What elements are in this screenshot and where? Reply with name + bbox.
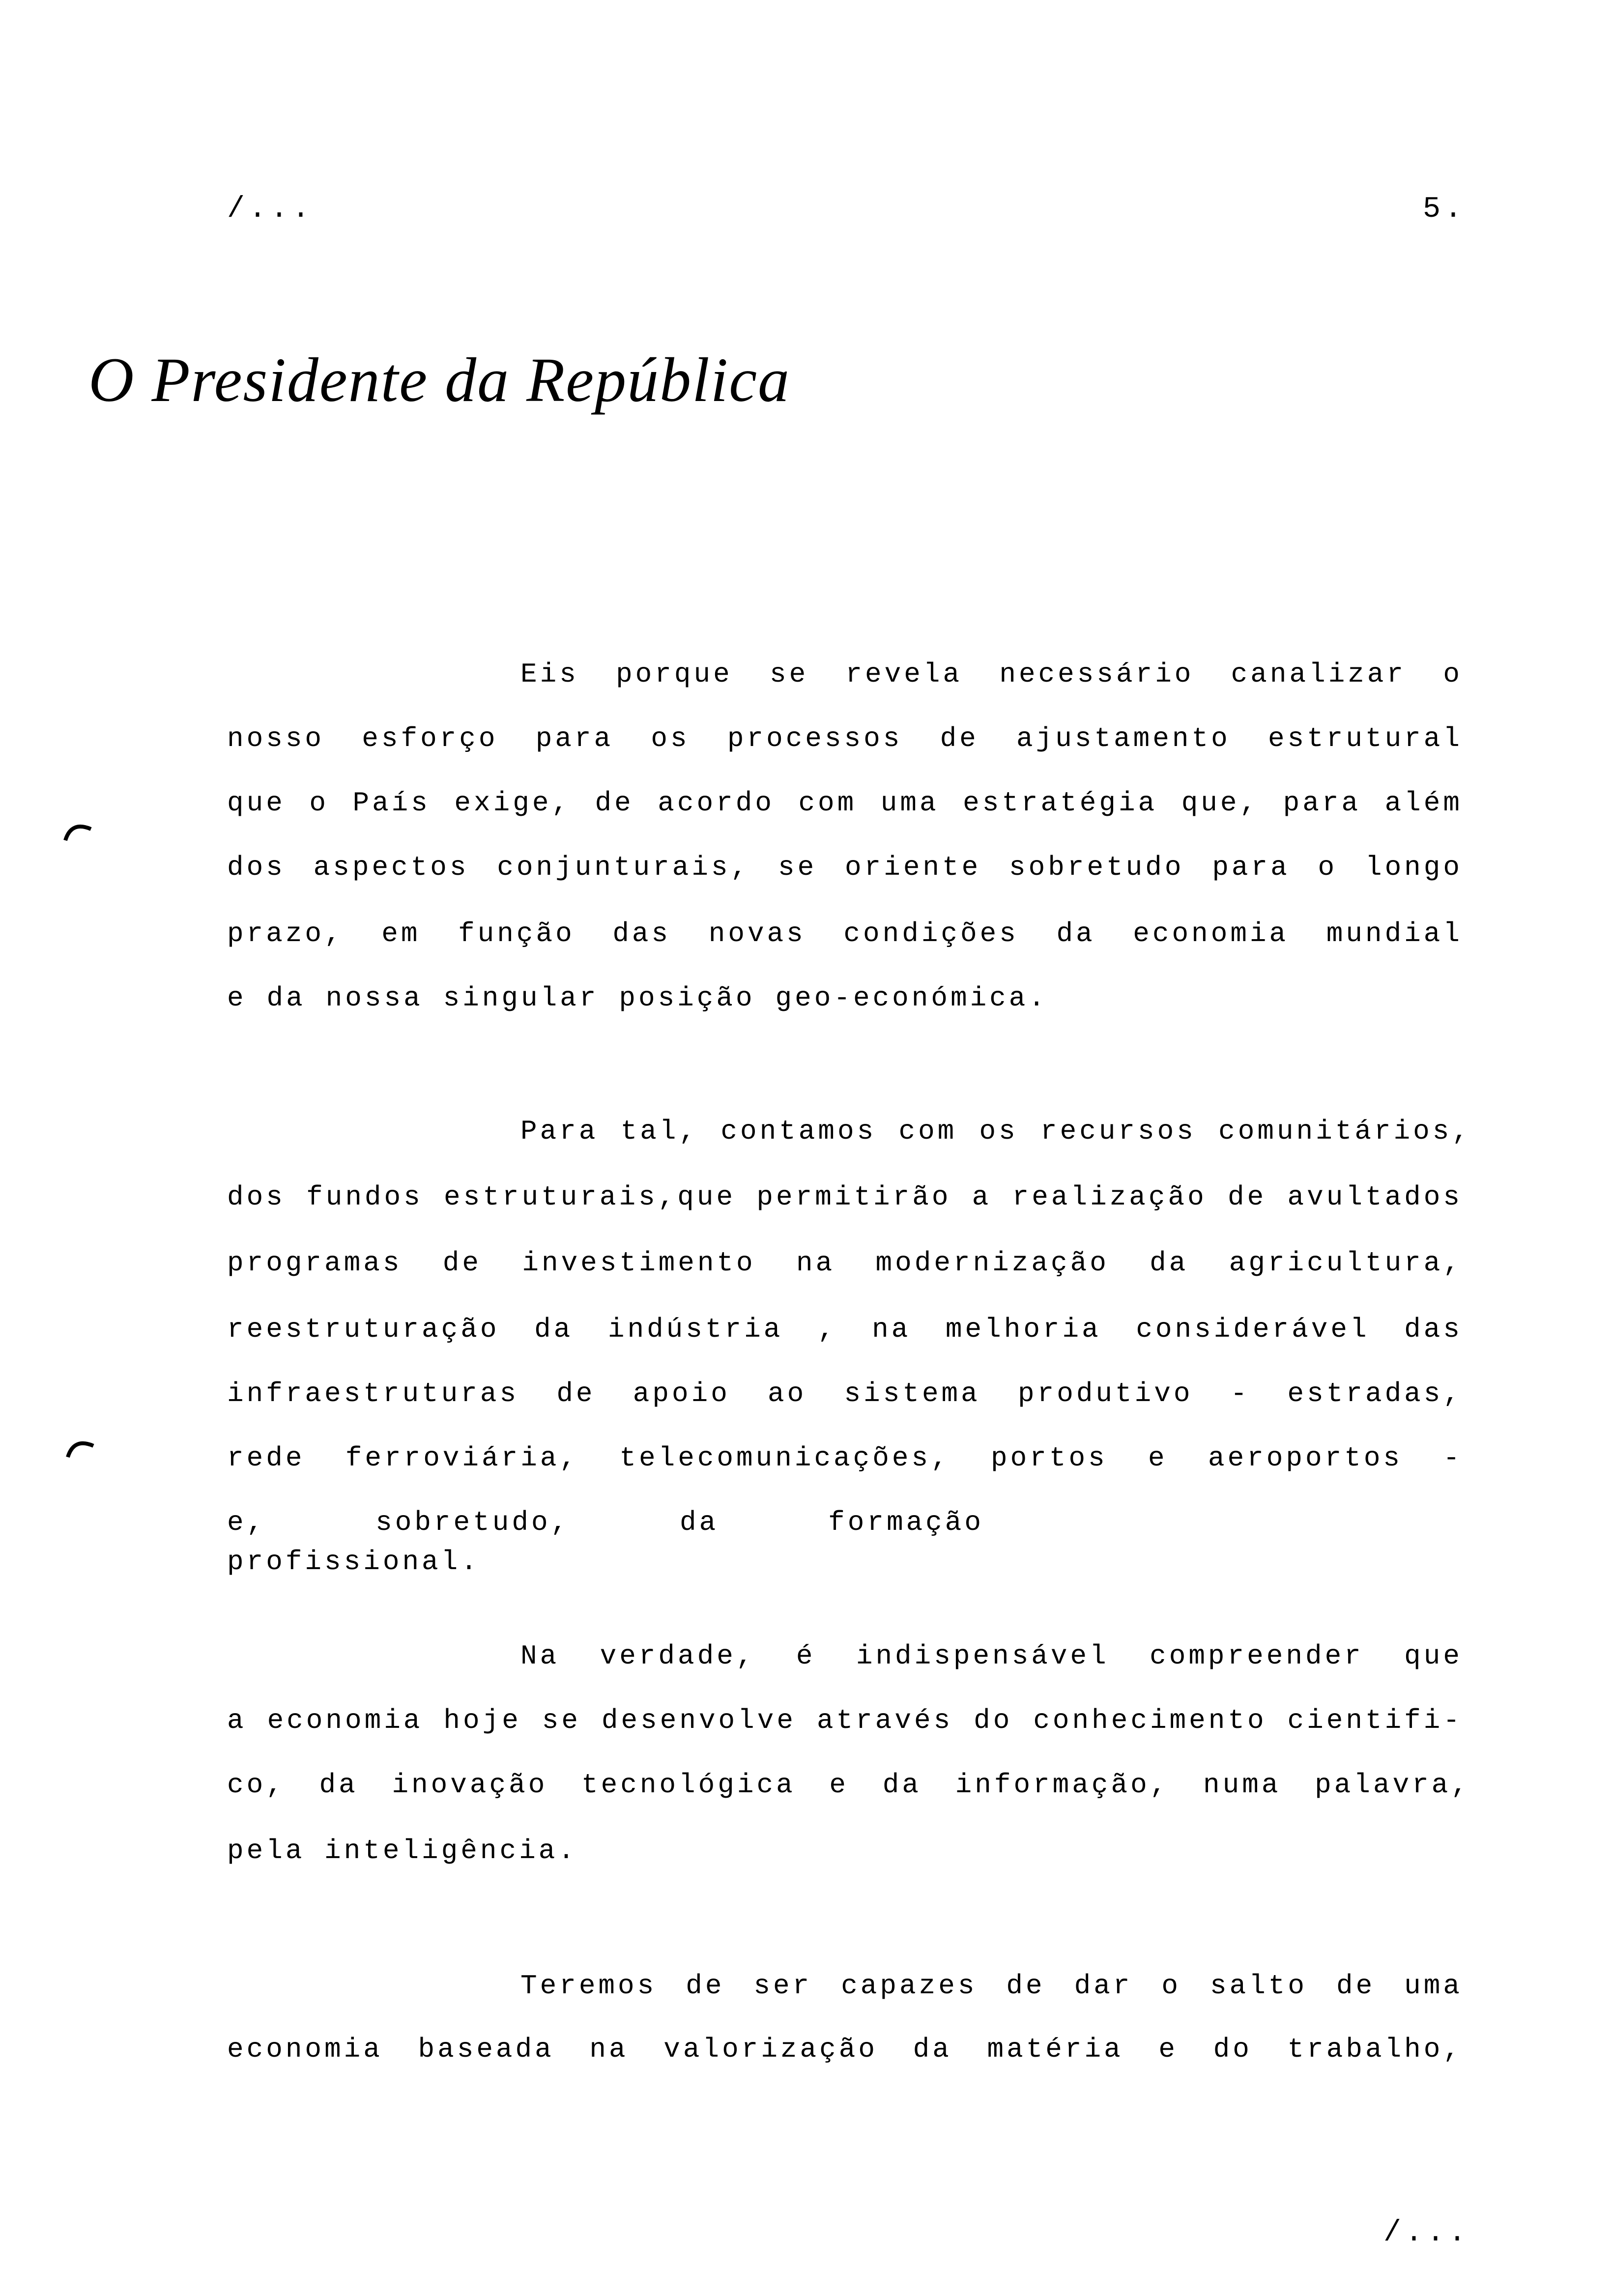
paragraph-line: Eis porque se revela necessário canalizar o: [520, 659, 1463, 690]
paragraph-line: Teremos de ser capazes de dar o salto de uma: [520, 1970, 1463, 2002]
margin-mark-icon: [61, 818, 96, 843]
letterhead: O Presidente da República: [88, 345, 790, 415]
paragraph-line: dos aspectos conjunturais, se oriente sobretudo para o longo: [227, 852, 1463, 883]
paragraph-line: a economia hoje se desenvolve através do conhecimento cientifi-: [227, 1705, 1463, 1736]
continuation-mark-bottom: /...: [1383, 2216, 1470, 2250]
paragraph-line: e, sobretudo, da formação profissional.: [227, 1507, 984, 1578]
paragraph-line: Para tal, contamos com os recursos comunitários,: [520, 1116, 1471, 1147]
paragraph-line: economia baseada na valorização da matéria e do trabalho,: [227, 2034, 1463, 2065]
paragraph-line: pela inteligência.: [227, 1835, 577, 1866]
paragraph-line: nosso esforço para os processos de ajustamento estrutural: [227, 723, 1463, 754]
page-number: 5.: [1423, 193, 1467, 226]
paragraph-line: que o País exige, de acordo com uma estratégia que, para além: [227, 787, 1463, 819]
margin-mark-icon: [64, 1435, 98, 1460]
paragraph-line: co, da inovação tecnológica e da informação, numa palavra,: [227, 1769, 1470, 1801]
paragraph-line: reestruturação da indústria , na melhoria considerável das: [227, 1314, 1463, 1345]
continuation-mark-top: /...: [227, 193, 314, 226]
paragraph-line: infraestruturas de apoio ao sistema produtivo - estradas,: [227, 1378, 1463, 1409]
paragraph-line: e da nossa singular posição geo-económica.: [227, 982, 1048, 1014]
paragraph-line: dos fundos estruturais,que permitirão a realização de avultados: [227, 1181, 1463, 1213]
paragraph-line: prazo, em função das novas condições da economia mundial: [227, 918, 1463, 949]
paragraph-line: Na verdade, é indispensável compreender que: [520, 1640, 1463, 1672]
paragraph-line: rede ferroviária, telecomunicações, portos e aeroportos -: [227, 1442, 1463, 1474]
paragraph-line: programas de investimento na modernização da agricultura,: [227, 1247, 1463, 1279]
